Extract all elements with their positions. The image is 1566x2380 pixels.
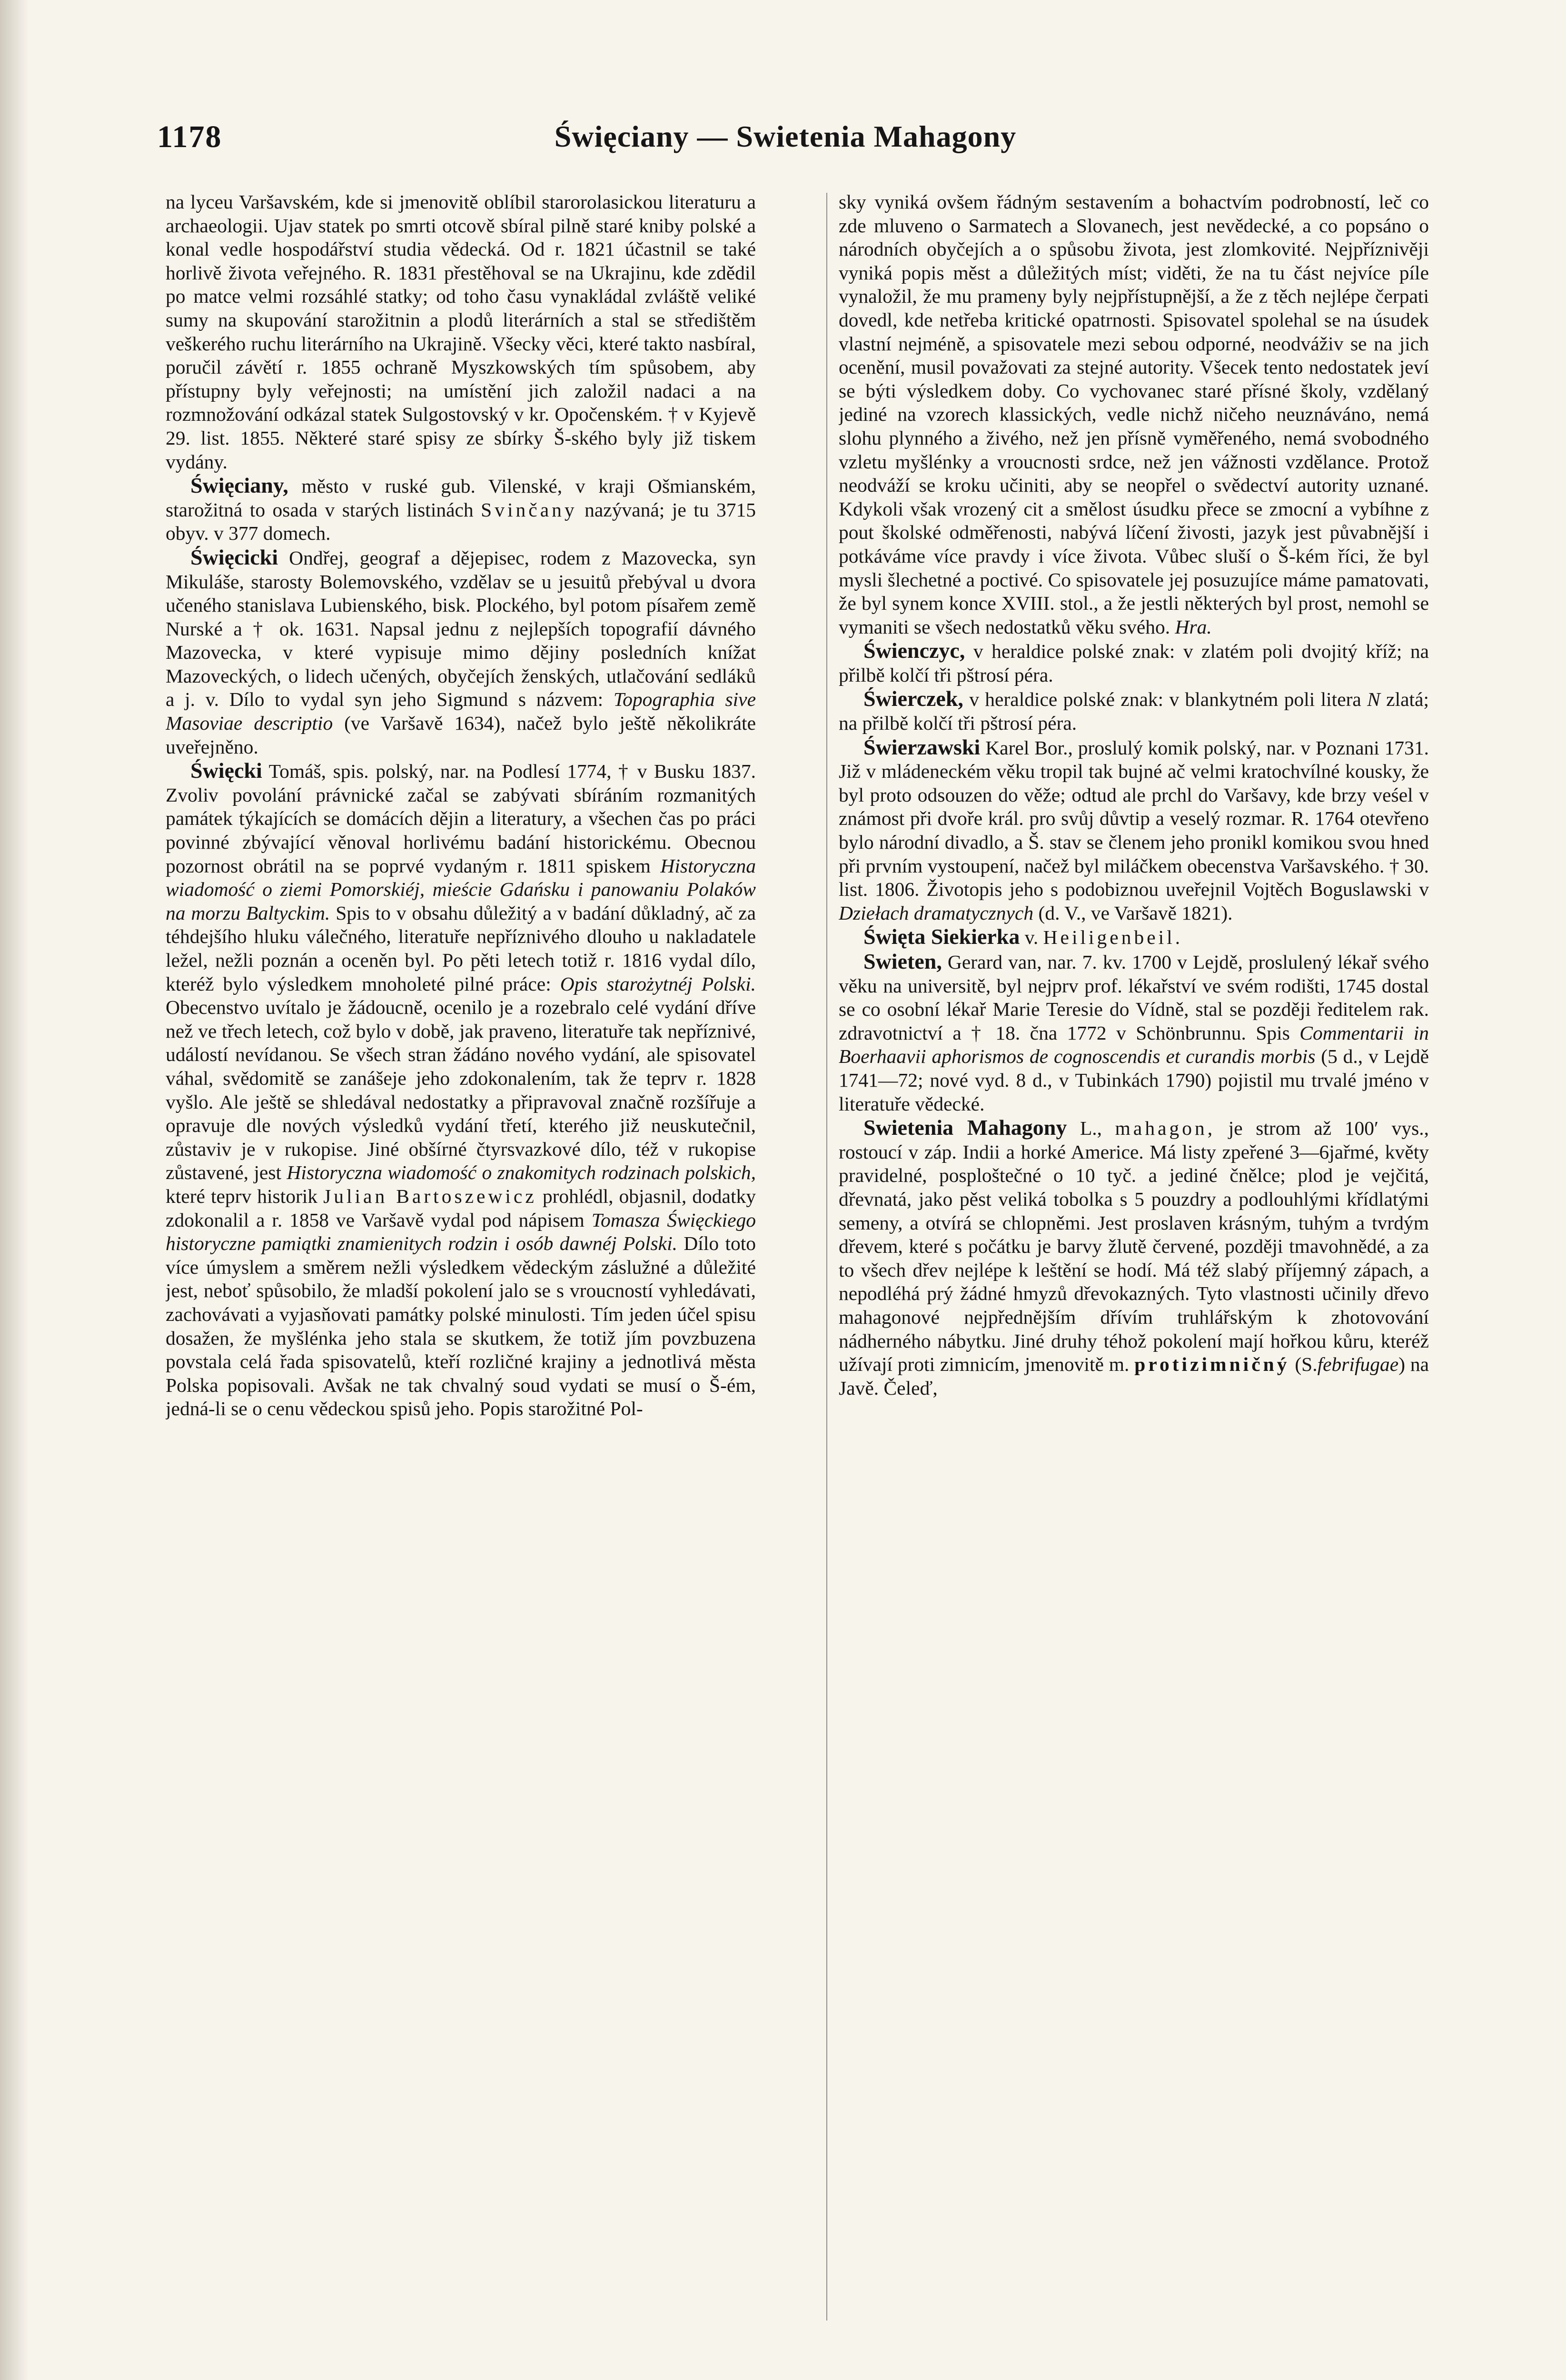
page-number: 1178 bbox=[157, 119, 222, 154]
work-title: Historyczna wiadomość o znakomitych rodzinach polskich, bbox=[287, 1161, 756, 1184]
entry-text: Karel Bor., proslulý komik polský, nar. v Poznani 1731. Již v mládeneckém věku tropil tak bujné ač velmi kratochvílné kousky, že byl proto odsouzen do věže; odtud ale prchl do Varšavy, kde brzy veśel v známost při dvoře král. pro svůj důvtip a veselý rozmar. R. 1764 otevřeno bylo národní divadlo, a Š. stav se členem jeho pronikl komikou svou hned při prvním vystoupení, načež byl miláčkem obecenstva Varšavského. † 30. list. 1806. Životopis jeho s podobiznou uveřejnil Vojtěch Boguslawski v bbox=[839, 736, 1429, 901]
entry-text: prohlédl, objasnil, dodatky zdokonalil a r. 1858 ve Varšavě vydal pod nápisem bbox=[166, 1185, 756, 1231]
entry-swietenia-mahagony bbox=[839, 1116, 1429, 1400]
entry-swieciany bbox=[166, 474, 756, 545]
work-title: Historyczna wiadomość o ziemi Pomorskiéj, mieście Gdańsku i panowaniu Polaków na morzu Baltyckim. bbox=[166, 854, 756, 924]
entry-swienczyc bbox=[839, 639, 1429, 687]
entry-continuation bbox=[166, 190, 756, 474]
species-name: febrifugae bbox=[1317, 1353, 1399, 1376]
entry-swierzawski bbox=[839, 735, 1429, 925]
entry-text: město v ruské gub. Vilenské, v kraji Ošmianském, starožitná to osada v starých listinách bbox=[166, 475, 756, 521]
entry-text: Dílo toto více úmyslem a směrem nežli výsledkem vědeckým záslužné a důležité jest, neboť spůsobilo, že mladší pokolení jalo se s vroucností vyhledávati, zachovávati a vyjasňovati památky polské minulosti. Tím jeden účel spisu dosažen, že myšlénka jeho stala se skutkem, že totiž jím povzbuzena povstala celá řada spisovatelů, kteří rozličné krajiny a jednotlivá města Polska popisovali. Avšak ne tak chvalný soud vydati se musí o Š-ém, jedná-li se o cenu vědeckou spisů jeho. Popis starožitné Pol- bbox=[166, 1232, 756, 1420]
page-header bbox=[157, 119, 1414, 171]
entry-text: v heraldice polské znak: v zlatém poli dvojitý kříž; na přilbě kolčí tři pštrosí péra. bbox=[839, 640, 1429, 686]
entry-text: které teprv historik bbox=[166, 1185, 318, 1207]
entry-swierczek bbox=[839, 687, 1429, 735]
entry-text: (ve Varšavě 1634), načež bylo ještě několikráte uveřejněno. bbox=[166, 712, 756, 758]
entry-headword: Świerczek, bbox=[863, 686, 963, 711]
work-title: Tomasza Święckiego historyczne pamiątki znamienitych rodzin i osób dawnéj Polski. bbox=[166, 1209, 756, 1255]
entry-text: Spis to v obsahu důležitý a v badání důkladný, ač za téhdejšího hluku válečného, literatuře nepříznivého dlouho u nakladatele ležel, nežli poznán a oceněn byl. Po pěti letech totiž r. 1816 vydal dílo, kteréž bylo výsledkem mnoholeté pilné práce: bbox=[166, 902, 756, 995]
entry-text: L., bbox=[1080, 1117, 1102, 1140]
entry-text: v heraldice polské znak: v blankytném poli litera bbox=[969, 688, 1361, 711]
entry-headword: Święcki bbox=[190, 758, 262, 783]
entry-text: nazývaná; je tu 3715 obyv. v 377 domech. bbox=[166, 498, 756, 545]
entry-swieta-siekierka bbox=[839, 925, 1429, 950]
entry-text: Tomáš, spis. polský, nar. na Podlesí 1774, † v Busku 1837. Zvoliv povolání právnické začal se zabývati sbíráním rozmanitých památek týkajících se domácích dějin a literatury, a všechen čas po práci povinné zbývající věnoval horlivému badání historickému. Obecnou pozornost obrátil na se poprvé vydaným r. 1811 spiskem bbox=[166, 760, 756, 877]
entry-continuation bbox=[839, 190, 1429, 639]
entry-headword: Swieten, bbox=[863, 949, 942, 973]
column-divider bbox=[826, 193, 827, 2320]
entry-text: Gerard van, nar. 7. kv. 1700 v Lejdě, proslulený lékař svého věku na universitě, byl nejprv prof. lékařství ve svém rodišti, 1745 dostal se co osobní lékař Marie Teresie do Vídně, stal se později ředitelem rak. zdravotnictví a † 18. čna 1772 v Schönbrunnu. Spis bbox=[839, 951, 1429, 1044]
work-title: Dziełach dramatycznych bbox=[839, 902, 1034, 924]
entry-headword: Świenczyc, bbox=[863, 638, 965, 663]
entry-text: Obecenstvo uvítalo je žádoucně, ocenilo je a rozebralo celé vydání dříve než ve třech letech, což bylo v době, jak praveno, literatuře tak nepříznivé, událostí nevídanou. Se všech stran žádáno nového vydání, ale spisovatel váhal, svědomitě se zanášeje jeho zdokonalením, tak že teprv r. 1828 vyšlo. Ale ještě se shledával nedostatky a připravoval značně rozšířuje a opravuje dle nových výsledků vydání třetí, kterého již neuskutečnil, zůstaviv je v rukopise. Jiné obšírné čtyrsvazkové dílo, též v rukopise zůstavené, jest bbox=[166, 996, 756, 1184]
entry-text: Ondřej, geograf a dějepisec, rodem z Mazovecka, syn Mikuláše, starosty Bolemovského, vzdělav se u jesuitů přebýval u dvora učeného stanislava Lubienského, bisk. Plockého, byl potom písařem země Nurské a † ok. 1631. Napsal jednu z nejlepších topografií dávného Mazovecka, v které vypisuje mimo dějiny posledních knížat Mazoveckých, o lidech učených, obyčejích ženských, utlačování sedláků a j. v. Dílo to vydal syn jeho Sigmund s názvem: bbox=[166, 546, 756, 711]
entry-text: v. bbox=[1024, 926, 1039, 949]
cross-reference: Heiligenbeil. bbox=[1043, 926, 1183, 949]
entry-text: je strom až 100′ vys., rostoucí v záp. Indii a horké Americe. Má listy zpeřené 3—6jařmé, květy pravidelné, posploštečné o 10 tyč. a jediné čnělce; plod je vejčitá, dřevnatá, jako pěst veliká tobolka s 5 pouzdry a podlouhlými křídlatými semeny, a otvírá se chlopněmi. Jest proslaven krásným, tuhým a tvrdým dřevem, které s počátku je barvy žlutě červené, později tmavohnědé, a za to všech dřev nejlépe k leštění se hodí. Má též slabý příjemný zápach, a nepodléhá prý žádné hmyzů dřevokazných. Tyto vlastnosti učinily dřevo mahagonové nejpřednějším dřívím truhlářským k zhotovování nádherného nábytku. Jiné druhy téhož pokolení mají hořkou kůru, kteréž užívají proti zimnicím, jmenovitě m. bbox=[839, 1117, 1429, 1376]
entry-text: ) na Javě. Čeleď, bbox=[839, 1353, 1429, 1399]
entry-text: (S. bbox=[1295, 1353, 1318, 1376]
entry-headword: Świerzawski bbox=[863, 734, 981, 759]
work-title: Commentarii in Boerhaavii aphorismos de cognoscendis et curandis morbis bbox=[839, 1021, 1429, 1068]
entry-headword: Swietenia Mahagony bbox=[863, 1115, 1067, 1140]
entry-headword: Święcicki bbox=[190, 545, 278, 569]
page-edge-shadow bbox=[0, 0, 29, 2380]
author-signature: Hra. bbox=[1175, 615, 1212, 638]
spaced-term: mahagon, bbox=[1115, 1117, 1216, 1140]
entry-swiecki bbox=[166, 759, 756, 1421]
work-title: Opis starożytnéj Polski. bbox=[560, 972, 756, 995]
entry-headword: Święciany, bbox=[190, 473, 288, 498]
entry-text: sky vyniká ovšem řádným sestavením a bohactvím podrobností, leč co zde mluveno o Sarmatech a Slovanech, jest nevědecké, a co popsáno o národních obyčejích a o spůsobu života, jest zlomkovité. Nejpříznivěji vyniká popis měst a důležitých míst; viděti, že na tu část nejvíce píle vynaložil, že mu prameny byly nejpřístupnější, a že z těch nejlépe čerpati dovedl, kde netřeba kritické opatrnosti. Spisovatel spolehal se na úsudek vlastní nejméně, a spisovatele mezi sebou odporné, neodváživ se na jich ocenění, musil považovati za stejné autority. Všecek tento nedostatek jeví se býti výsledkem doby. Co vychovanec staré přísné školy, vzdělaný jediné na vzorech klassických, vedle nichž ničeho neuznáváno, nemá slohu plynného a živého, než jen přísně vyměřeného, nemá svobodného vzletu myšlénky a vroucnosti srdce, než jen vážnosti vzdělance. Protož neodváží se kroku učiniti, aby se neopřel o svědectví autority uznané. Kdykoli však vrozený cit a smělost úsudku přece se zmocní a vybíhne z pout školské odměřenosti, nabývá líčení živosti, jazyk jest půvabnější i potkáváme více pravdy i více života. Vůbec sluší o Š-kém říci, že byl mysli šlechetné a poctivé. Co spisovatele jej posuzujíce máme pamatovati, že byl synem konce XVIII. stol., a že jestli některých byl prost, nemohl se vymaniti se všech nedostatků věku svého. bbox=[839, 191, 1429, 638]
running-title: Święciany — Swietenia Mahagony bbox=[554, 119, 1017, 153]
entry-text: (d. V., ve Varšavě 1821). bbox=[1038, 902, 1233, 924]
spaced-term: Julian Bartoszewicz bbox=[323, 1185, 537, 1207]
letter-symbol: N bbox=[1367, 688, 1380, 711]
entry-headword: Święta Siekierka bbox=[863, 924, 1020, 949]
entry-swieten bbox=[839, 950, 1429, 1116]
right-column bbox=[839, 190, 1429, 2351]
entry-swiecicki bbox=[166, 545, 756, 759]
spaced-term: Svinčany bbox=[481, 498, 577, 521]
entry-text: (5 d., v Lejdě 1741—72; nové vyd. 8 d., v Tubinkách 1790) pojistil mu trvalé jméno v literatuře vědecké. bbox=[839, 1045, 1429, 1115]
work-title: Topographia sive Masoviae descriptio bbox=[166, 688, 756, 734]
left-column bbox=[166, 190, 756, 2351]
spaced-term: protizimničný bbox=[1134, 1353, 1290, 1376]
entry-text: na lyceu Varšavském, kde si jmenovitě oblíbil starorolasickou literaturu a archaeologii. Ujav statek po smrti otcově sbíral pilně staré kniby polské a konal vedle hospodářství studia vědecká. Od r. 1821 účastnil se také horlivě života veřejného. R. 1831 přestěhoval se na Ukrajinu, kde zdědil po matce velmi rozsáhlé statky; od toho času vynakládal zvláště veliké sumy na skupování starožitnin a plodů literárních a stal se středištěm veškerého ruchu literárního na Ukrajině. Všecky věci, které takto nasbíral, poručil závětí r. 1855 ochraně Myszkowských tím spůsobem, aby přístupny byly veřejnosti; na umístění jich založil nadaci a na rozmnožování odkázal statek Sulgostovský v kr. Opočenském. † v Kyjevě 29. list. 1855. Některé staré spisy ze sbírky Š-ského byly již tiskem vydány. bbox=[166, 191, 756, 473]
entry-text: zlatá; na přilbě kolčí tři pštrosí péra. bbox=[839, 688, 1429, 734]
